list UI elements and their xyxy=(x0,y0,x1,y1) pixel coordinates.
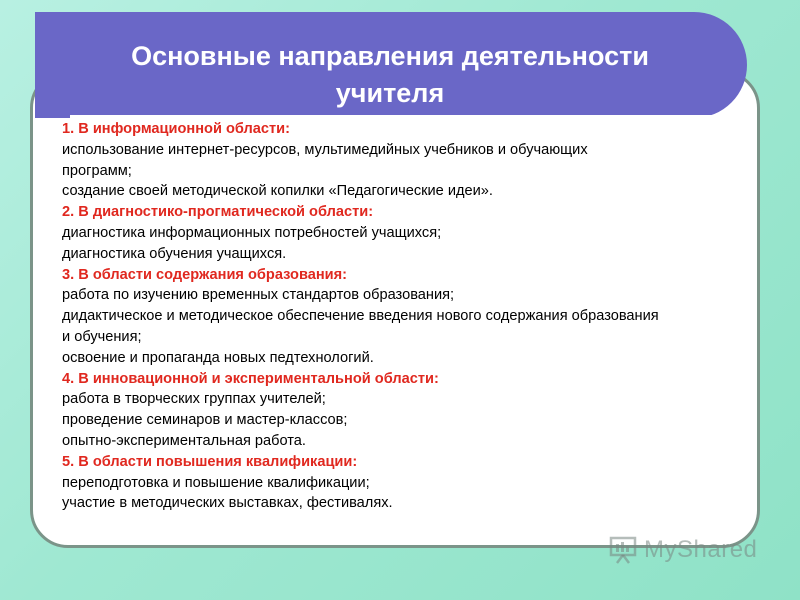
section-2-line: диагностика обучения учащихся. xyxy=(62,245,287,262)
section-4-line: проведение семинаров и мастер-классов; xyxy=(62,412,348,429)
title-underline xyxy=(70,115,742,118)
slide-body xyxy=(62,119,797,514)
section-3-line: и обучения; xyxy=(62,328,142,345)
section-1-line: создание своей методической копилки «Педагогические идеи». xyxy=(62,183,493,200)
section-3-line: работа по изучению временных стандартов образования; xyxy=(62,287,455,304)
title-banner xyxy=(35,12,747,118)
section-4-line: опытно-экспериментальная работа. xyxy=(62,432,306,449)
section-2-line: диагностика информационных потребностей учащихся; xyxy=(62,224,442,241)
section-1-line: использование интернет-ресурсов, мультимедийных учебников и обучающих xyxy=(62,141,588,158)
section-4-heading: 4. В инновационной и экспериментальной области: xyxy=(62,370,439,387)
section-5-line: переподготовка и повышение квалификации; xyxy=(62,474,370,491)
presentation-board-icon xyxy=(608,536,638,564)
section-3-line: освоение и пропаганда новых педтехнологий. xyxy=(62,349,374,366)
section-1-line: программ; xyxy=(62,162,132,179)
watermark-text: MyShared xyxy=(644,536,758,563)
title-line-2: учителя xyxy=(335,78,445,108)
title-line-1: Основные направления деятельности xyxy=(131,41,649,71)
section-5-heading: 5. В области повышения квалификации: xyxy=(62,453,358,470)
section-1-heading: 1. В информационной области: xyxy=(62,121,291,137)
myshared-watermark xyxy=(608,536,757,564)
section-2-heading: 2. В диагностико-прогматической области: xyxy=(62,204,374,221)
section-3-heading: 3. В области содержания образования: xyxy=(62,266,347,283)
slide-title xyxy=(70,38,710,112)
section-5-line: участие в методических выставках, фестивалях. xyxy=(62,495,393,512)
section-3-line: дидактическое и методическое обеспечение введения нового содержания образования xyxy=(62,308,659,325)
section-4-line: работа в творческих группах учителей; xyxy=(62,391,326,408)
